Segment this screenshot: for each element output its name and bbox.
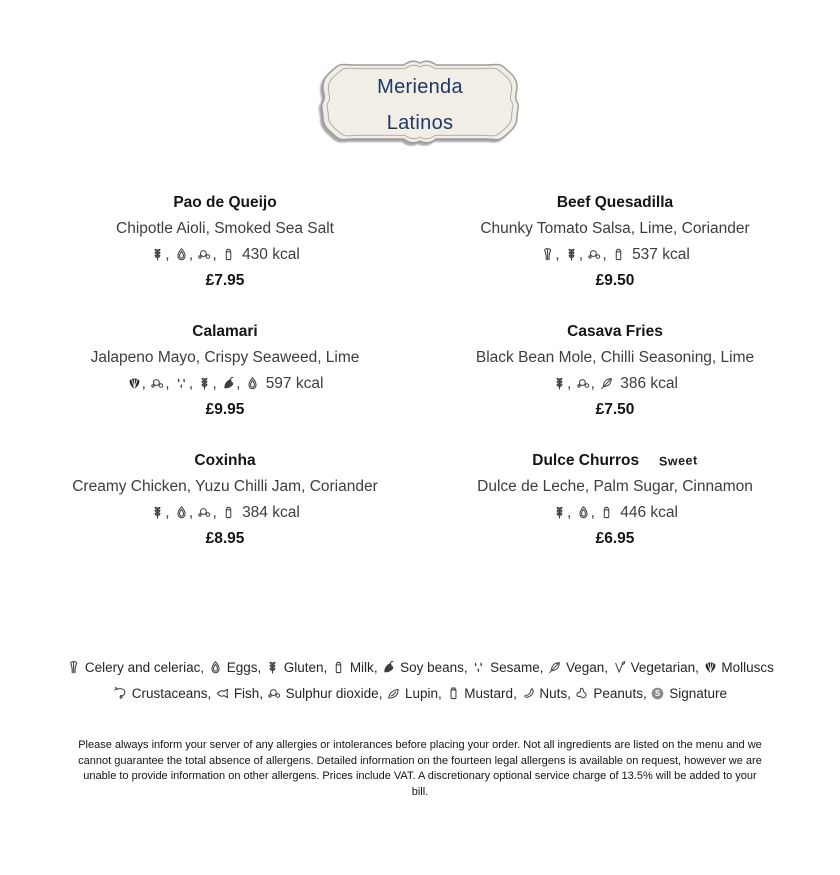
legend-label: Crustaceans	[131, 686, 208, 701]
menu-item-description: Dulce de Leche, Palm Sugar, Cinnamon	[477, 478, 753, 495]
legend-label: Mustard	[464, 686, 514, 701]
legend-label: Sesame	[490, 660, 540, 675]
menu-item-name: Pao de Queijo	[173, 194, 277, 211]
mustard-icon	[446, 681, 461, 707]
gluten-icon	[197, 371, 212, 397]
menu-item-tag: Sweet	[658, 453, 698, 469]
kcal-text: 386 kcal	[620, 375, 678, 392]
legend-label: Molluscs	[721, 660, 774, 675]
legend-label: Nuts	[539, 686, 568, 701]
svg-text:S: S	[655, 688, 661, 698]
kcal-text: 537 kcal	[632, 246, 690, 263]
menu-item-allergens: , , 386 kcal	[420, 371, 810, 397]
gluten-icon	[150, 242, 165, 268]
menu-item-description: Chipotle Aioli, Smoked Sea Salt	[116, 220, 334, 237]
menu-item	[420, 190, 810, 294]
menu-item-price: £8.95	[205, 530, 245, 547]
sulphur-dioxide-icon	[587, 242, 602, 268]
sulphur-dioxide-icon	[576, 371, 591, 397]
milk-icon	[611, 242, 626, 268]
sulphur-dioxide-icon	[267, 681, 282, 707]
peanuts-icon	[575, 681, 590, 707]
restaurant-title-line1: Merienda	[377, 76, 463, 98]
menu-item	[420, 319, 810, 423]
menu-grid	[30, 190, 810, 552]
menu-item	[30, 190, 420, 294]
molluscs-icon	[703, 655, 718, 681]
menu-item-name: Dulce Churros Sweet	[420, 448, 810, 474]
restaurant-badge	[310, 56, 530, 148]
gluten-icon	[552, 371, 567, 397]
molluscs-icon	[127, 371, 142, 397]
legend-label: Fish	[233, 686, 260, 701]
menu-item-price: £6.95	[595, 530, 635, 547]
legend-label: Peanuts	[593, 686, 643, 701]
menu-item-name: Calamari	[192, 323, 258, 340]
crustaceans-icon	[113, 681, 128, 707]
menu-item-allergens: , , , 537 kcal	[420, 242, 810, 268]
sesame-icon	[471, 655, 486, 681]
menu-item-description: Chunky Tomato Salsa, Lime, Coriander	[480, 220, 750, 237]
legend-label: Eggs	[226, 660, 258, 675]
vegan-icon	[599, 371, 614, 397]
sesame-icon	[174, 371, 189, 397]
milk-icon	[221, 242, 236, 268]
menu-item-price: £7.95	[205, 272, 245, 289]
legend-label: Milk	[349, 660, 374, 675]
legend-label: Vegetarian	[630, 660, 696, 675]
celery-icon	[540, 242, 555, 268]
legend-line2: Crustaceans, Fish, Sulphur dioxide, Lupin, Mustard, Nuts, Peanuts, S Signature	[0, 681, 840, 707]
menu-item	[420, 448, 810, 552]
legend-label: Gluten	[283, 660, 324, 675]
eggs-icon	[208, 655, 223, 681]
vegan-icon	[547, 655, 562, 681]
menu-item	[30, 319, 420, 423]
gluten-icon	[265, 655, 280, 681]
eggs-icon	[174, 242, 189, 268]
sulphur-dioxide-icon	[197, 242, 212, 268]
soy-beans-icon	[381, 655, 396, 681]
milk-icon	[599, 500, 614, 526]
signature-icon	[650, 681, 665, 707]
menu-item-description: Jalapeno Mayo, Crispy Seaweed, Lime	[90, 349, 360, 366]
menu-item-description: Black Bean Mole, Chilli Seasoning, Lime	[475, 349, 755, 366]
kcal-text: 384 kcal	[242, 504, 300, 521]
celery-icon	[66, 655, 81, 681]
legend-label: Sulphur dioxide	[285, 686, 379, 701]
eggs-icon	[576, 500, 591, 526]
menu-item-name: Casava Fries	[567, 323, 663, 340]
menu-item-allergens: , , , 430 kcal	[30, 242, 420, 268]
eggs-icon	[245, 371, 260, 397]
menu-item-price: £9.95	[205, 401, 245, 418]
menu-item-allergens: , , 446 kcal	[420, 500, 810, 526]
lupin-icon	[386, 681, 401, 707]
menu-item-allergens: , , , , , 597 kcal	[30, 371, 420, 397]
restaurant-title-line2: Latinos	[386, 112, 454, 134]
nuts-icon	[521, 681, 536, 707]
legend-label: Soy beans	[400, 660, 464, 675]
menu-item-description: Creamy Chicken, Yuzu Chilli Jam, Coriander	[72, 478, 378, 495]
menu-item-name: Beef Quesadilla	[556, 194, 674, 211]
menu-item-allergens: , , , 384 kcal	[30, 500, 420, 526]
gluten-icon	[564, 242, 579, 268]
legend-label: Vegan	[565, 660, 605, 675]
gluten-icon	[552, 500, 567, 526]
legend-label: Signature	[669, 686, 728, 701]
kcal-text: 430 kcal	[242, 246, 300, 263]
sulphur-dioxide-icon	[150, 371, 165, 397]
legend-label: Celery and celeriac	[84, 660, 201, 675]
menu-item-name: Coxinha	[194, 452, 256, 469]
vegetarian-icon	[612, 655, 627, 681]
menu-item	[30, 448, 420, 552]
legend-line1: Celery and celeriac, Eggs, Gluten, Milk, Soy beans, Sesame, Vegan, Vegetarian, Molluscs	[0, 655, 840, 681]
milk-icon	[221, 500, 236, 526]
legend-label: Lupin	[404, 686, 439, 701]
sulphur-dioxide-icon	[197, 500, 212, 526]
gluten-icon	[150, 500, 165, 526]
milk-icon	[331, 655, 346, 681]
eggs-icon	[174, 500, 189, 526]
restaurant-title	[310, 69, 530, 141]
kcal-text: 597 kcal	[265, 375, 324, 392]
fish-icon	[215, 681, 230, 707]
allergen-legend	[0, 655, 840, 707]
allergy-disclaimer: Please always inform your server of any allergies or intolerances before placing your order. Not all ingredients are listed on the menu and we cannot guarantee the total absence of allergens. Detailed information on the fourteen legal allergens is available on request, however we are unable to provide information on other allergens. Prices include VAT. A discretionary optional service charge of 13.5% will be added to your bill.	[78, 739, 762, 798]
kcal-text: 446 kcal	[620, 504, 678, 521]
menu-item-price: £7.50	[595, 401, 635, 418]
menu-item-price: £9.50	[595, 272, 635, 289]
soy-beans-icon	[221, 371, 236, 397]
